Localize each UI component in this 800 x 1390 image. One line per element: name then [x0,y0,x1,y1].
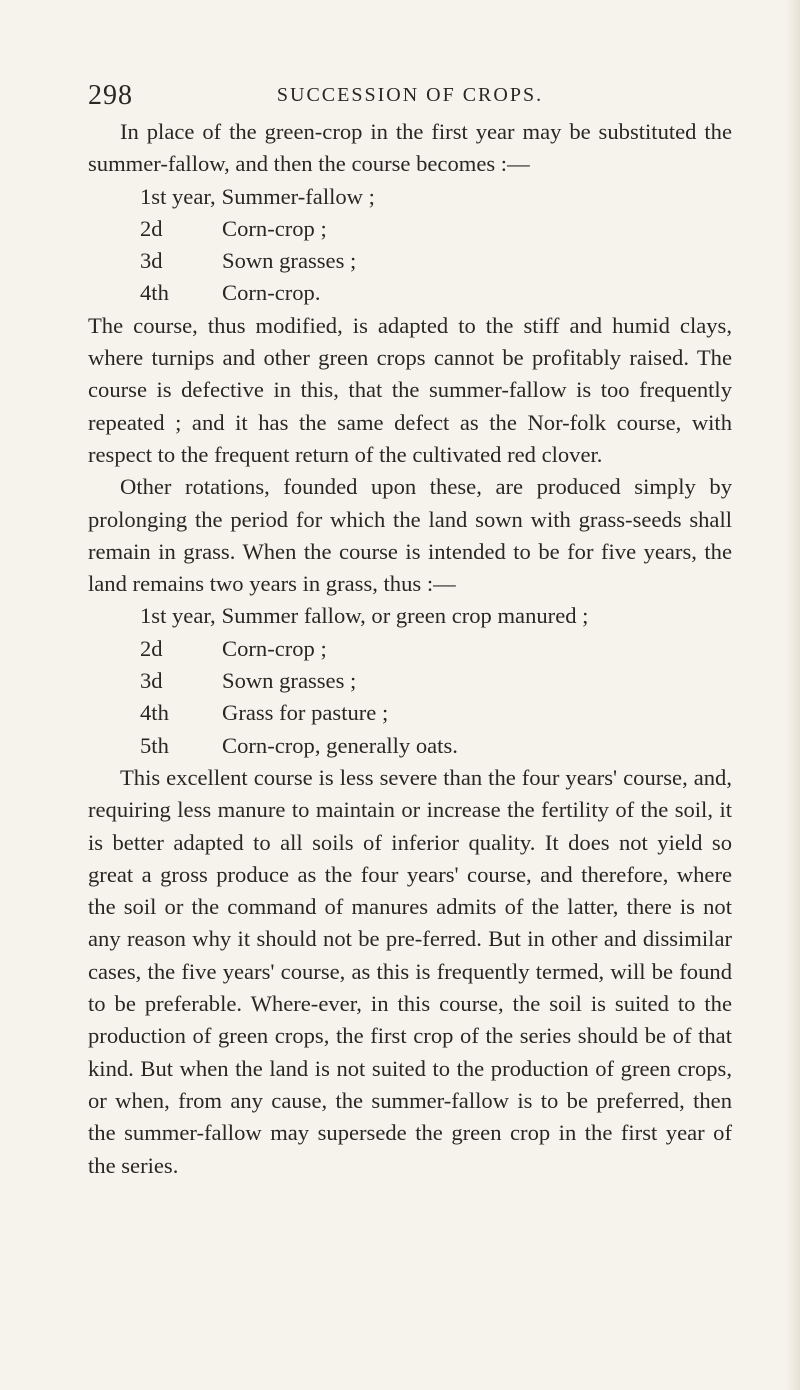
rotation-year: 2d [140,635,163,661]
paragraph-intro: In place of the green-crop in the first year may be substituted the summer-fallow, and then the course becomes :— [88,119,732,177]
page-edge-shadow [786,0,800,1390]
rotation-row [140,665,732,697]
rotation-row [140,697,732,729]
rotation-row [140,730,732,762]
rotation-year: 4th [140,700,169,726]
body-text [88,116,732,1182]
rotation-year: 2d [140,215,163,241]
rotation-year: 1st year, [140,603,216,629]
rotation-year: 5th [140,732,169,758]
rotation-crop: Sown grasses ; [222,248,357,274]
rotation-crop: Summer fallow, or green crop manured ; [221,603,589,629]
rotation-four-year [88,181,732,310]
rotation-row [140,213,732,245]
rotation-row [140,600,732,632]
rotation-year: 4th [140,280,169,306]
rotation-crop: Corn-crop ; [222,635,327,661]
rotation-crop: Grass for pasture ; [222,700,389,726]
rotation-year: 3d [140,248,163,274]
rotation-row [140,181,732,213]
paragraph-five-year-course: This excellent course is less severe than the four years' course, and, requiring less manure to maintain or increase the fertility of the soil, it is better adapted to all soils of inferior quality. It does not yield so great a gross produce as the four years' course, and therefore, where the soil or the command of manures admits of the latter, there is not any reason why it should not be pre-ferred. But in other and dissimilar cases, the five years' course, as this is frequently termed, will be found to be preferable. Where-ever, in this course, the soil is suited to the production of green crops, the first crop of the series should be of that kind. But when the land is not suited to the production of green crops, or when, from any cause, the summer-fallow is to be preferred, then the summer-fallow may supersede the green crop in the first year of the series. [88,764,732,1178]
rotation-row [140,633,732,665]
rotation-row [140,277,732,309]
rotation-crop: Summer-fallow ; [221,183,375,209]
rotation-year: 3d [140,668,163,694]
rotation-crop: Sown grasses ; [222,668,357,694]
page-number: 298 [88,80,133,111]
page-header [88,80,732,116]
rotation-crop: Corn-crop, generally oats. [222,732,458,758]
paragraph-other-rotations: Other rotations, founded upon these, are produced simply by prolonging the period for which the land sown with grass-seeds shall remain in grass. When the course is intended to be for five years, the land remains two years in grass, thus :— [88,474,732,597]
rotation-row [140,245,732,277]
paragraph-modified-course: The course, thus modified, is adapted to the stiff and humid clays, where turnips and other green crops cannot be profitably raised. The course is defective in this, that the summer-fallow is too frequently repeated ; and it has the same defect as the Nor-folk course, with respect to the frequent return of the cultivated red clover. [88,312,732,467]
rotation-crop: Corn-crop. [222,280,321,306]
rotation-year: 1st year, [140,183,216,209]
running-title: SUCCESSION OF CROPS. [276,84,544,106]
rotation-five-year [88,600,732,761]
rotation-crop: Corn-crop ; [222,215,327,241]
